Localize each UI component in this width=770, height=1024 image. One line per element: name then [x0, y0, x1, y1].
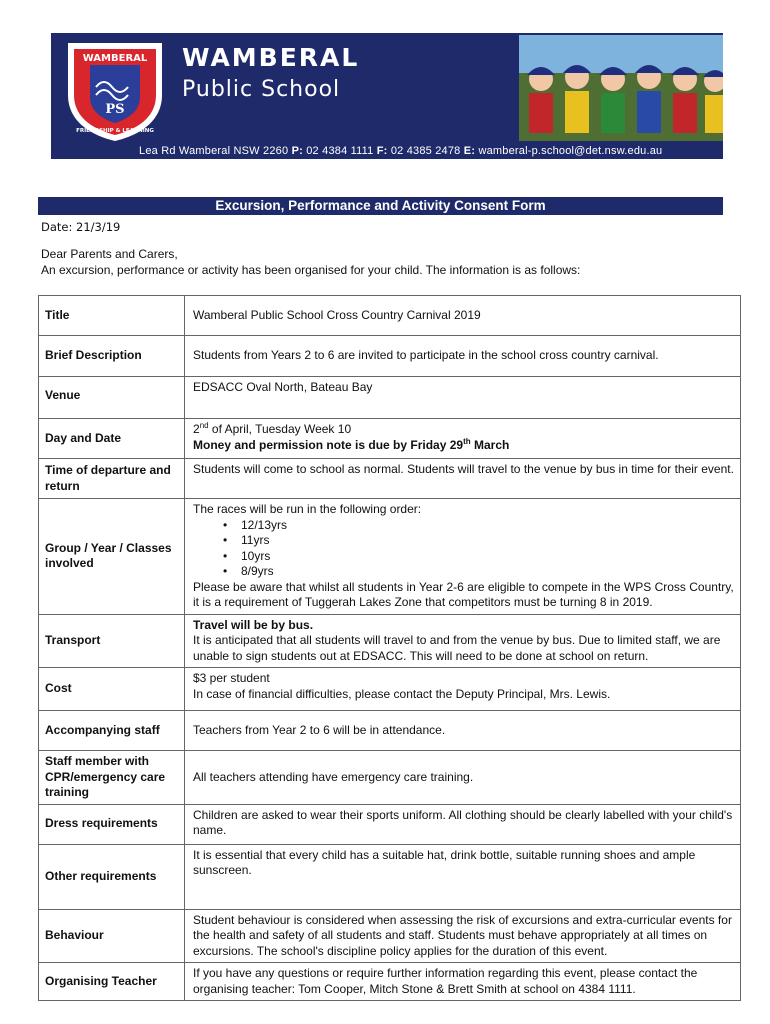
row-value: Student behaviour is considered when assessing the risk of excursions and extra-curricular events for the health and safety of all students and staff. Students must behave appropriately at all times on excursions. The school's discipline policy applies for the duration of this event. — [185, 909, 741, 963]
row-value — [185, 499, 741, 615]
row-value: Students will come to school as normal. Students will travel to the venue by bus in time for their event. — [185, 459, 741, 499]
table-row — [39, 844, 741, 909]
fax-label: F: — [376, 145, 388, 157]
row-label: Group / Year / Classes involved — [39, 499, 185, 615]
transport-details: It is anticipated that all students will travel to and from the venue by bus. Due to limited staff, we are unable to sign students out at EDSACC. This will need to be done at school on return. — [193, 633, 721, 663]
row-label: Organising Teacher — [39, 963, 185, 1001]
date-rest: of April, Tuesday Week 10 — [208, 422, 352, 436]
students-illustration — [519, 35, 723, 141]
table-row — [39, 614, 741, 668]
phone: 02 4384 1111 — [306, 145, 374, 157]
row-label: Accompanying staff — [39, 711, 185, 751]
row-value: All teachers attending have emergency care training. — [185, 751, 741, 805]
address: Lea Rd Wamberal NSW 2260 — [139, 145, 289, 157]
table-row — [39, 909, 741, 963]
list-item: • 12/13yrs — [193, 518, 734, 534]
event-date — [193, 422, 734, 438]
cost-amount: $3 per student — [193, 671, 270, 685]
email-label: E: — [463, 145, 476, 157]
school-crest-logo — [60, 37, 170, 141]
logo-top-text: WAMBERAL — [82, 53, 148, 64]
table-row — [39, 711, 741, 751]
date-day: 2 — [193, 422, 200, 436]
school-name: WAMBERAL — [182, 43, 360, 72]
row-label: Staff member with CPR/emergency care training — [39, 751, 185, 805]
row-value: Wamberal Public School Cross Country Carnival 2019 — [185, 296, 741, 336]
form-title: Excursion, Performance and Activity Consent Form — [38, 197, 723, 215]
greeting: Dear Parents and Carers, — [41, 247, 178, 261]
list-item: • 8/9yrs — [193, 564, 734, 580]
row-label: Brief Description — [39, 336, 185, 377]
form-date: Date: 21/3/19 — [41, 220, 121, 234]
row-label: Title — [39, 296, 185, 336]
table-row — [39, 963, 741, 1001]
row-label: Other requirements — [39, 844, 185, 909]
due-suffix: th — [463, 436, 471, 446]
row-label: Day and Date — [39, 419, 185, 459]
table-row — [39, 668, 741, 711]
logo-motto: FRIENDSHIP & LEARNING — [76, 128, 154, 134]
cost-note: In case of financial difficulties, please contact the Deputy Principal, Mrs. Lewis. — [193, 686, 611, 701]
table-row — [39, 296, 741, 336]
contact-line — [139, 145, 662, 157]
table-row — [39, 377, 741, 419]
row-value: Students from Years 2 to 6 are invited to participate in the school cross country carnival. — [185, 336, 741, 377]
intro-text — [41, 246, 580, 278]
intro-paragraph: An excursion, performance or activity has been organised for your child. The information is as follows: — [41, 263, 581, 277]
races-intro: The races will be run in the following order: — [193, 502, 422, 516]
due-text: Money and permission note is due by Friday 29 — [193, 437, 464, 452]
consent-table — [38, 295, 741, 1001]
due-date-note — [193, 438, 734, 454]
transport-bold: Travel will be by bus. — [193, 617, 314, 632]
table-row — [39, 459, 741, 499]
row-label: Time of departure and return — [39, 459, 185, 499]
table-row — [39, 804, 741, 844]
row-label: Dress requirements — [39, 804, 185, 844]
row-value — [185, 419, 741, 459]
list-item: • 10yrs — [193, 549, 734, 565]
list-item: • 11yrs — [193, 533, 734, 549]
races-list — [193, 518, 734, 580]
row-label: Behaviour — [39, 909, 185, 963]
row-value — [185, 668, 741, 711]
row-value: If you have any questions or require further information regarding this event, please contact the organising teacher: Tom Cooper, Mitch Stone & Brett Smith at school on 4384 1111. — [185, 963, 741, 1001]
date-suffix: nd — [199, 421, 209, 430]
students-photo — [519, 35, 723, 141]
letterhead-banner — [51, 33, 723, 159]
due-month: March — [470, 437, 510, 452]
table-row — [39, 419, 741, 459]
fax: 02 4385 2478 — [390, 145, 461, 157]
row-value: It is essential that every child has a suitable hat, drink bottle, suitable running shoes and ample sunscreen. — [185, 844, 741, 909]
row-value: Teachers from Year 2 to 6 will be in attendance. — [185, 711, 741, 751]
row-label: Venue — [39, 377, 185, 419]
row-value: EDSACC Oval North, Bateau Bay — [185, 377, 741, 419]
row-value — [185, 614, 741, 668]
eligibility-note: Please be aware that whilst all students in Year 2-6 are eligible to compete in the WPS Cross Country, it is a requirement of Tuggerah Lakes Zone that competitors must be turning 8 in 2019. — [193, 579, 734, 609]
row-value: Children are asked to wear their sports uniform. All clothing should be clearly labelled with your child's name. — [185, 804, 741, 844]
logo-initials: PS — [105, 102, 125, 117]
email: wamberal-p.school@det.nsw.edu.au — [478, 145, 663, 157]
table-row — [39, 751, 741, 805]
row-label: Cost — [39, 668, 185, 711]
row-label: Transport — [39, 614, 185, 668]
table-row — [39, 336, 741, 377]
school-subtitle: Public School — [182, 77, 341, 102]
phone-label: P: — [291, 145, 303, 157]
table-row — [39, 499, 741, 615]
